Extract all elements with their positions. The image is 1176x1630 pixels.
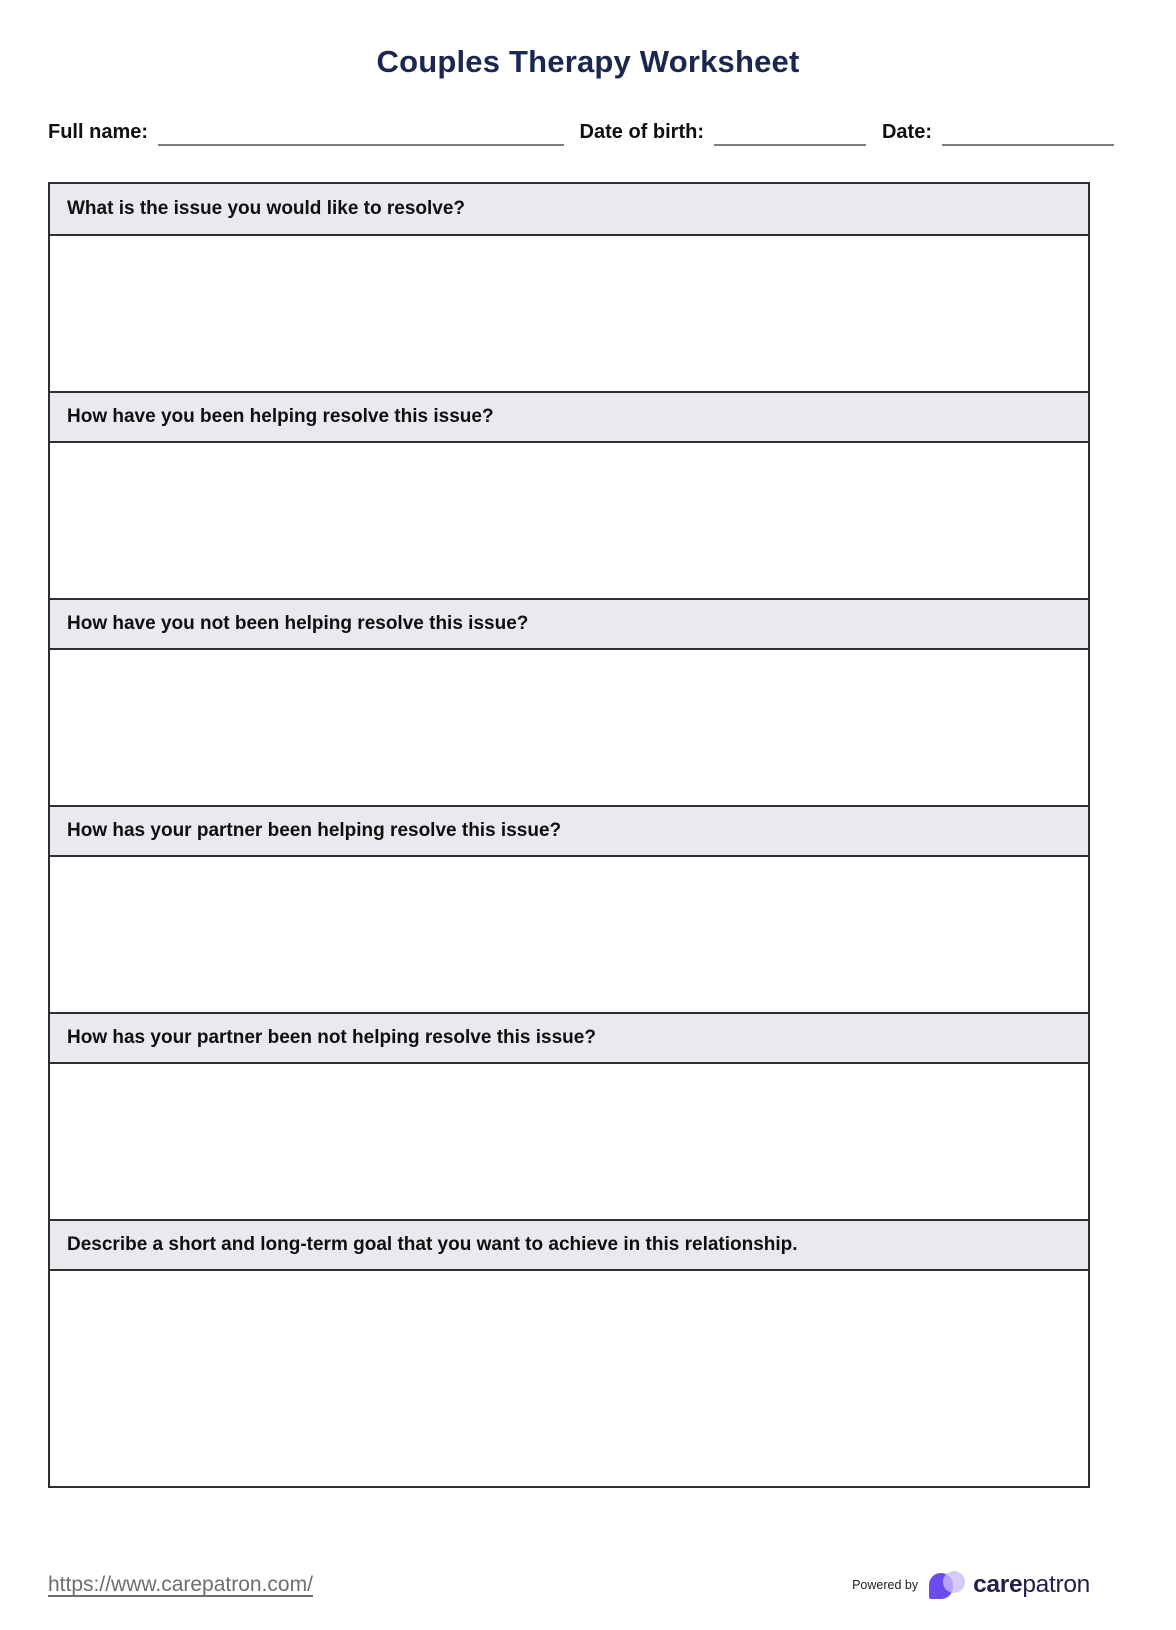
section-question-label: How have you not been helping resolve this issue? [50, 598, 1088, 650]
section-question-label: How has your partner been helping resolve this issue? [50, 805, 1088, 857]
full-name-input[interactable] [158, 120, 564, 146]
logo-circle-shape [943, 1571, 965, 1593]
section-question-label: What is the issue you would like to resolve? [50, 184, 1088, 236]
section-answer-area[interactable] [50, 236, 1088, 391]
section-answer-area[interactable] [50, 1271, 1088, 1486]
section-partner-helped [50, 805, 1088, 1012]
date-label: Date: [881, 121, 932, 143]
full-name-label: Full name: [48, 121, 149, 143]
section-how-you-not-helped [50, 598, 1088, 805]
section-question-label: Describe a short and long-term goal that you want to achieve in this relationship. [50, 1219, 1088, 1271]
section-goals [50, 1219, 1088, 1486]
section-answer-area[interactable] [50, 650, 1088, 805]
section-how-you-helped [50, 391, 1088, 598]
section-question-label: How has your partner been not helping resolve this issue? [50, 1012, 1088, 1064]
section-answer-area[interactable] [50, 1064, 1088, 1219]
powered-by-label: Powered by [852, 1578, 919, 1592]
carepatron-wordmark [973, 1571, 1090, 1599]
header-fields [48, 120, 1114, 146]
page-footer [48, 1570, 1090, 1600]
section-partner-not-helped [50, 1012, 1088, 1219]
section-answer-area[interactable] [50, 857, 1088, 1012]
section-answer-area[interactable] [50, 443, 1088, 598]
brand-care-text: care [973, 1571, 1023, 1598]
section-issue-to-resolve [50, 184, 1088, 391]
section-question-label: How have you been helping resolve this issue? [50, 391, 1088, 443]
brand-patron-text: patron [1022, 1571, 1090, 1598]
date-of-birth-input[interactable] [714, 120, 866, 146]
date-of-birth-label: Date of birth: [579, 121, 704, 143]
page-title: Couples Therapy Worksheet [376, 44, 800, 79]
date-input[interactable] [942, 120, 1114, 146]
powered-by-block [852, 1570, 1090, 1600]
footer-url-link[interactable]: https://www.carepatron.com/ [48, 1573, 313, 1596]
carepatron-logo-icon [929, 1570, 965, 1600]
worksheet-table [48, 182, 1090, 1488]
